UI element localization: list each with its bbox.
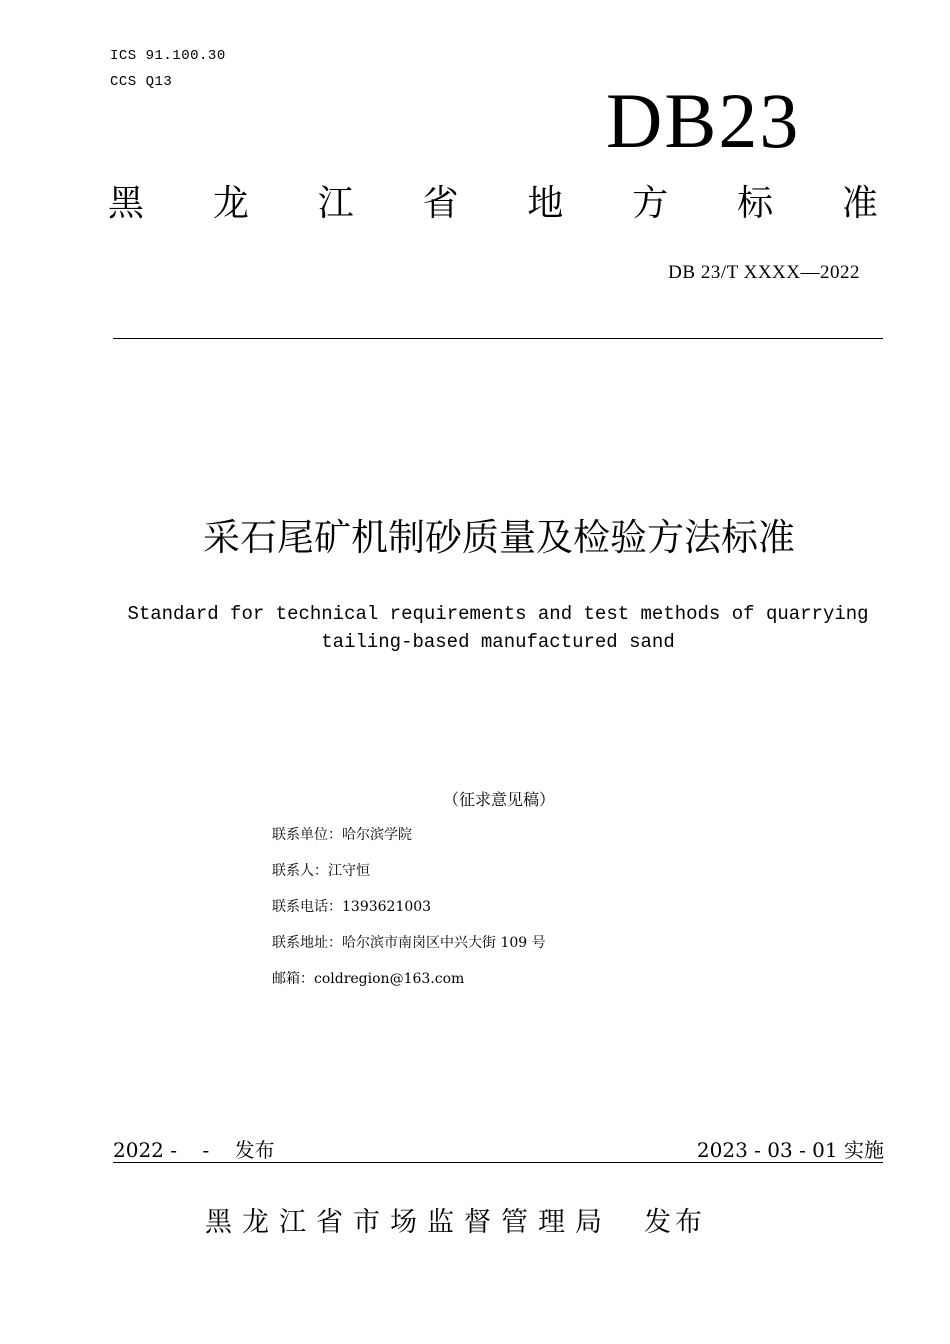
standard-type-char: 江 xyxy=(317,183,354,224)
issue-date: 2022 - - 发布 xyxy=(113,1138,275,1162)
contact-email: 邮箱：coldregion@163.com xyxy=(272,971,465,987)
issuing-authority: 黑龙江省市场监督管理局 xyxy=(205,1207,612,1238)
draft-label: （征求意见稿） xyxy=(442,790,555,809)
title-english-line-2: tailing-based manufactured sand xyxy=(321,631,675,653)
title-english-line-1: Standard for technical requirements and test methods of quarrying xyxy=(127,603,869,625)
ccs-code: CCS Q13 xyxy=(110,74,173,90)
contact-person: 联系人：江守恒 xyxy=(272,863,370,879)
ics-code: ICS 91.100.30 xyxy=(110,48,226,64)
standard-type-char: 地 xyxy=(527,183,564,224)
standard-type-title xyxy=(108,183,878,224)
contact-address: 联系地址：哈尔滨市南岗区中兴大街 109 号 xyxy=(272,935,546,951)
db23-logo: DB23 xyxy=(606,77,801,164)
standard-type-char: 龙 xyxy=(212,183,249,224)
issuer-action: 发布 xyxy=(644,1207,706,1238)
bottom-divider xyxy=(113,1162,883,1163)
contact-unit: 联系单位：哈尔滨学院 xyxy=(272,827,412,843)
standard-type-char: 黑 xyxy=(108,183,145,224)
top-divider xyxy=(113,338,883,339)
standard-type-char: 标 xyxy=(737,183,774,224)
standard-type-char: 省 xyxy=(422,183,459,224)
contact-phone: 联系电话：1393621003 xyxy=(272,899,432,915)
standard-number: DB 23/T XXXX—2022 xyxy=(668,262,860,283)
effective-date: 2023 - 03 - 01 实施 xyxy=(696,1138,884,1162)
contact-info xyxy=(272,824,546,1004)
title-chinese: 采石尾矿机制砂质量及检验方法标准 xyxy=(203,516,795,559)
title-english xyxy=(100,600,896,656)
standard-type-char: 准 xyxy=(841,183,878,224)
standard-type-char: 方 xyxy=(632,183,669,224)
